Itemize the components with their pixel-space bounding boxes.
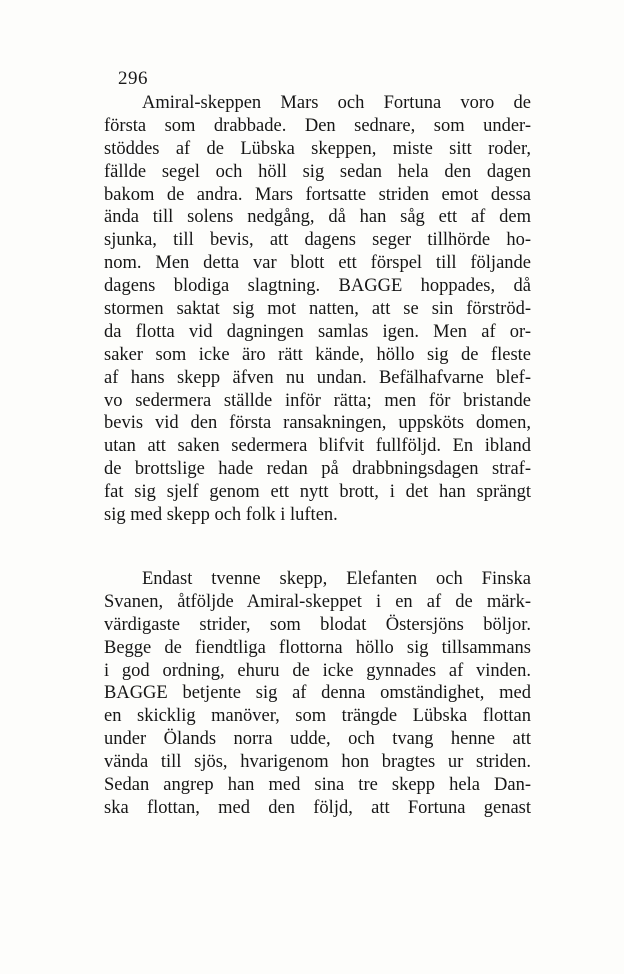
text-line: Begge de fiendtliga flottorna höllo sig tillsammans	[104, 637, 531, 658]
text-line: vända till sjös, hvarigenom hon bragtes ur striden.	[104, 752, 531, 773]
text-line: under Ölands norra udde, och tvang henne att	[104, 729, 531, 750]
text-line: saker som icke äro rätt kände, höllo sig de fleste	[104, 344, 531, 365]
text-line: värdigaste strider, som blodat Östersjöns böljor.	[104, 614, 531, 635]
text-line: Svanen, åtföljde Amiral-skeppet i en af de märk-	[104, 591, 531, 612]
text-line: stöddes af de Lübska skeppen, miste sitt roder,	[104, 138, 531, 159]
text-line: en skicklig manöver, som trängde Lübska flottan	[104, 706, 531, 727]
text-line: de brottslige hade redan på drabbningsdagen straf-	[104, 459, 531, 480]
text-line: stormen saktat sig mot natten, att se sin förströd-	[104, 299, 531, 320]
text-line: i god ordning, ehuru de icke gynnades af vinden.	[104, 660, 531, 681]
text-line: sjunka, till bevis, att dagens seger tillhörde ho-	[104, 230, 531, 251]
text-line: fällde segel och höll sig sedan hela den dagen	[104, 161, 531, 182]
paragraph-1	[104, 92, 531, 527]
text-line: Sedan angrep han med sina tre skepp hela Dan-	[104, 775, 531, 796]
text-line: dagens blodiga slagtning. BAGGE hoppades, då	[104, 276, 531, 297]
text-line: bakom de andra. Mars fortsatte striden emot dessa	[104, 184, 531, 205]
text-line: da flotta vid dagningen samlas igen. Men af or-	[104, 321, 531, 342]
text-line: BAGGE betjente sig af denna omständighet, med	[104, 683, 531, 704]
text-line: ända till solens nedgång, då han såg ett af dem	[104, 207, 531, 228]
text-line: ska flottan, med den följd, att Fortuna genast	[104, 797, 531, 818]
paragraph-2	[104, 568, 531, 820]
text-line: bevis vid den första ransakningen, uppsköts domen,	[104, 413, 531, 434]
page-number: 296	[118, 68, 148, 89]
text-line: första som drabbade. Den sednare, som under-	[104, 115, 531, 136]
text-line: fat sig sjelf genom ett nytt brott, i det han sprängt	[104, 482, 531, 503]
text-line: sig med skepp och folk i luften.	[104, 505, 338, 526]
text-line: af hans skepp äfven nu undan. Befälhafvarne blef-	[104, 367, 531, 388]
text-line: Endast tvenne skepp, Elefanten och Finska	[142, 569, 531, 589]
text-line: vo sedermera ställde inför rätta; men för bristande	[104, 390, 531, 411]
text-line: utan att saken sedermera blifvit fullföljd. En ibland	[104, 436, 531, 457]
text-line: Amiral-skeppen Mars och Fortuna voro de	[142, 93, 531, 113]
text-line: nom. Men detta var blott ett förspel till följande	[104, 253, 531, 274]
